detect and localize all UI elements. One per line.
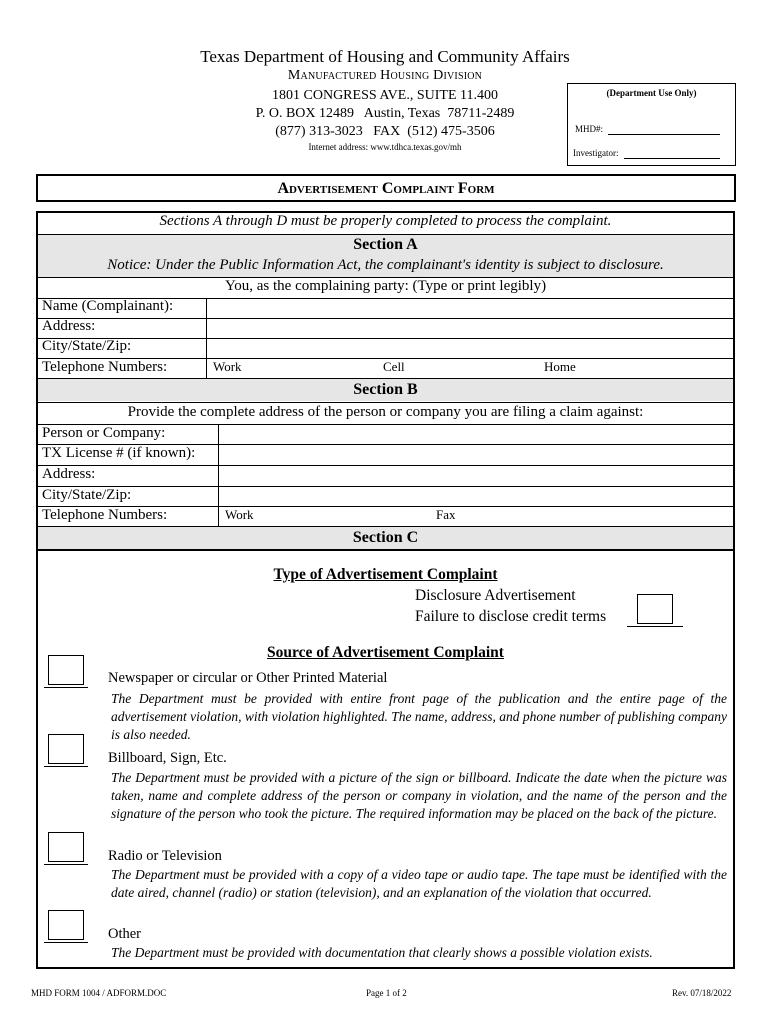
complainant-phone-cell[interactable]: Cell <box>383 359 405 374</box>
form-title-box <box>36 174 736 202</box>
investigator-label: Investigator: <box>573 148 619 158</box>
department-use-title: (Department Use Only) <box>606 88 697 98</box>
investigator-field[interactable] <box>624 158 720 159</box>
type-option-disclosure: Disclosure Advertisement <box>415 587 576 604</box>
section-a-notice: Notice: Under the Public Information Act, the complainant's identity is subject to disclosure. <box>107 257 664 273</box>
complainant-address-field[interactable] <box>207 319 733 337</box>
respondent-city-field[interactable] <box>219 487 733 505</box>
department-use-box <box>567 83 736 166</box>
mhd-number-label: MHD#: <box>575 124 604 134</box>
section-b-title: Section B <box>353 381 418 398</box>
address-line-1: 1801 CONGRESS AVE., SUITE 11.400 <box>272 88 498 103</box>
complainant-phone-label: Telephone Numbers: <box>42 359 168 375</box>
complainant-city-field[interactable] <box>207 339 733 357</box>
section-c-title: Section C <box>352 529 419 546</box>
complainant-name-label: Name (Complainant): <box>42 298 174 314</box>
credit-terms-checkbox[interactable] <box>637 594 673 624</box>
source-other-label: Other <box>108 926 142 942</box>
source-billboard-desc: The Department must be provided with a picture of the sign or billboard. Indicate the date when the picture was taken, name and complete address of the person or company in violation, and the name of the person and the signature of the person who took the picture. The required information may be placed on the back of the picture. <box>111 770 727 821</box>
source-billboard-label: Billboard, Sign, Etc. <box>108 750 227 766</box>
source-radio-tv-label: Radio or Television <box>108 848 222 864</box>
respondent-license-label: TX License # (if known): <box>42 445 196 461</box>
phone-fax-line: (877) 313-3023 FAX (512) 475-3506 <box>275 124 495 139</box>
complainant-city-label: City/State/Zip: <box>42 338 132 354</box>
source-billboard-checkbox[interactable] <box>48 734 84 764</box>
respondent-name-field[interactable] <box>219 425 733 443</box>
source-printed-desc: The Department must be provided with entire front page of the publication and the entire page of the advertisement violation, with violation highlighted. The name, address, and phone number of publishing company is also needed. <box>111 691 727 742</box>
respondent-name-label: Person or Company: <box>42 425 166 441</box>
footer-page-number: Page 1 of 2 <box>366 988 407 998</box>
complainant-address-label: Address: <box>42 318 96 334</box>
form-title: Advertisement Complaint Form <box>277 180 495 197</box>
footer-revision: Rev. 07/18/2022 <box>672 988 732 998</box>
source-printed-checkbox[interactable] <box>48 655 84 685</box>
instructions-text: Sections A through D must be properly completed to process the complaint. <box>159 213 612 229</box>
source-other-checkbox[interactable] <box>48 910 84 940</box>
section-b-intro: Provide the complete address of the person or company you are filing a claim against: <box>127 404 644 420</box>
source-heading: Source of Advertisement Complaint <box>267 644 504 661</box>
respondent-phone-label: Telephone Numbers: <box>42 507 168 523</box>
section-a-title: Section A <box>353 236 418 253</box>
respondent-address-label: Address: <box>42 466 96 482</box>
source-other-desc: The Department must be provided with documentation that clearly shows a possible violation exists. <box>111 945 653 960</box>
type-heading: Type of Advertisement Complaint <box>273 566 498 583</box>
respondent-city-label: City/State/Zip: <box>42 487 132 503</box>
footer-form-id: MHD FORM 1004 / ADFORM.DOC <box>31 988 167 998</box>
agency-name: Texas Department of Housing and Community Affairs <box>200 47 570 66</box>
source-radio-tv-desc: The Department must be provided with a copy of a video tape or audio tape. The tape must be identified with the date aired, channel (radio) or station (television), and an explanation of the violation that occurred. <box>111 867 727 900</box>
source-radio-tv-checkbox[interactable] <box>48 832 84 862</box>
complainant-name-field[interactable] <box>207 299 733 317</box>
division-name: Manufactured Housing Division <box>287 68 483 83</box>
complainant-phone-work[interactable]: Work <box>213 359 242 374</box>
complainant-phone-home[interactable]: Home <box>544 359 576 374</box>
respondent-address-field[interactable] <box>219 466 733 485</box>
internet-address: Internet address: www.tdhca.texas.gov/mh <box>308 142 462 152</box>
respondent-license-field[interactable] <box>219 445 733 464</box>
respondent-phone-work[interactable]: Work <box>225 507 254 522</box>
address-line-2: P. O. BOX 12489 Austin, Texas 78711-2489 <box>255 106 515 121</box>
type-option-credit-terms: Failure to disclose credit terms <box>415 608 607 625</box>
source-printed-label: Newspaper or circular or Other Printed Material <box>108 670 388 686</box>
section-a-intro: You, as the complaining party: (Type or print legibly) <box>224 278 547 294</box>
respondent-phone-fax[interactable]: Fax <box>436 507 456 522</box>
mhd-number-field[interactable] <box>608 134 720 135</box>
